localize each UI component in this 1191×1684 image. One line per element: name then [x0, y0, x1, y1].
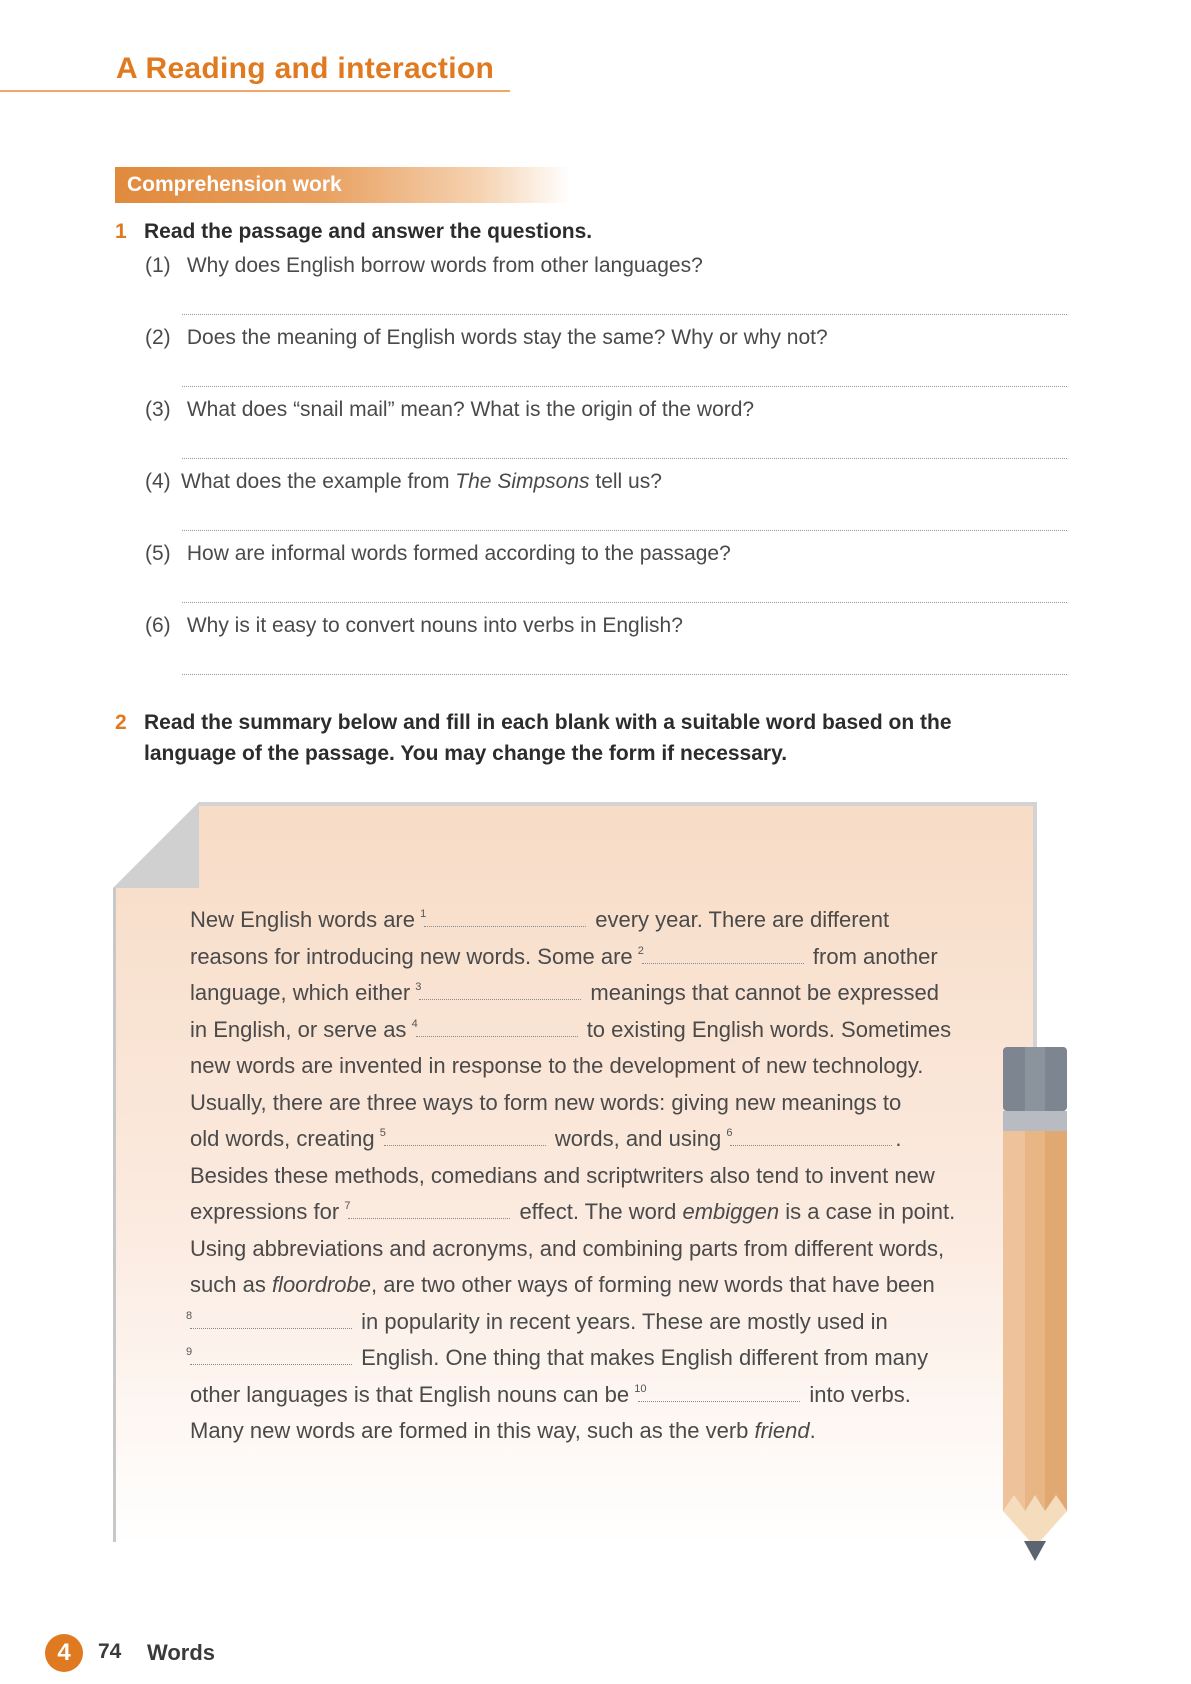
question-text: Does the meaning of English words stay the same? Why or why not? — [186, 326, 828, 349]
blank-number: 3 — [415, 981, 422, 993]
question-number: (4) — [145, 470, 171, 493]
question-2 — [145, 326, 828, 350]
folded-corner — [113, 802, 199, 888]
subsection-title: Comprehension work — [127, 173, 342, 196]
question-number: (3) — [145, 398, 171, 421]
question-italic-title: The Simpsons — [455, 470, 590, 493]
question-number: (5) — [145, 542, 171, 565]
blank-7[interactable] — [344, 1200, 510, 1219]
passage-line — [190, 939, 960, 976]
question-text: What does “snail mail” mean? What is the origin of the word? — [186, 398, 755, 421]
blank-5[interactable] — [379, 1127, 546, 1146]
passage-line — [190, 975, 960, 1012]
passage-text: language, which either — [190, 980, 411, 1005]
blank-1[interactable] — [420, 908, 586, 927]
passage-line — [190, 1267, 960, 1304]
passage-italic: floordrobe — [271, 1272, 372, 1297]
subsection-banner — [115, 167, 570, 203]
unit-title: Words — [147, 1640, 216, 1665]
passage-text: expressions for — [190, 1199, 340, 1224]
passage-line: Besides these methods, comedians and scriptwriters also tend to invent new — [190, 1162, 935, 1188]
blank-number: 6 — [726, 1127, 733, 1139]
question-text-end: tell us? — [589, 470, 662, 493]
question-text: What does the example from — [181, 470, 456, 493]
page-number: 74 — [98, 1640, 122, 1663]
passage-text: is a case in point. — [779, 1199, 956, 1224]
blank-number: 10 — [634, 1382, 647, 1395]
question-number: (6) — [145, 614, 171, 637]
question-4 — [145, 470, 662, 494]
passage-italic: friend — [754, 1418, 810, 1443]
passage-line — [190, 1413, 960, 1450]
passage-text: such as — [190, 1272, 272, 1297]
passage-line — [190, 1194, 960, 1231]
question-3 — [145, 398, 754, 422]
passage-line: Using abbreviations and acronyms, and combining parts from different words, — [190, 1235, 945, 1261]
answer-line[interactable] — [182, 314, 1067, 315]
answer-line[interactable] — [182, 602, 1067, 603]
passage-text: words, and using — [554, 1126, 722, 1151]
passage-line — [190, 902, 960, 939]
blank-number: 7 — [344, 1200, 351, 1212]
passage-line — [190, 1121, 960, 1158]
question-text: Why does English borrow words from other languages? — [186, 254, 703, 277]
passage-text: in popularity in recent years. These are mostly used in — [361, 1308, 888, 1334]
passage-line — [186, 1304, 960, 1341]
question-number: (2) — [145, 326, 171, 349]
blank-6[interactable] — [726, 1127, 892, 1146]
question-text: How are informal words formed according to the passage? — [186, 542, 731, 565]
passage-text: other languages is that English nouns can be — [190, 1381, 630, 1407]
blank-2[interactable] — [637, 944, 804, 964]
passage-text: to existing English words. Sometimes — [586, 1016, 952, 1042]
task-instruction: Read the passage and answer the questions. — [144, 220, 593, 243]
passage-line: new words are invented in response to the development of new technology. — [190, 1053, 924, 1078]
passage-text: Many new words are formed in this way, such as the verb — [190, 1418, 755, 1443]
blank-number: 5 — [379, 1127, 386, 1139]
question-6 — [145, 614, 683, 638]
question-number: (1) — [145, 254, 171, 277]
pencil-icon — [1003, 1047, 1067, 1567]
passage-line — [190, 1012, 960, 1049]
passage-text: into verbs. — [809, 1381, 911, 1407]
answer-line[interactable] — [182, 458, 1067, 459]
section-heading — [0, 50, 510, 92]
passage-line: Usually, there are three ways to form new words: giving new meanings to — [190, 1089, 902, 1115]
passage-italic: embiggen — [682, 1199, 780, 1224]
passage-text: in English, or serve as — [190, 1016, 407, 1042]
task-instruction-line: Read the summary below and fill in each blank with a suitable word based on the — [144, 711, 952, 734]
blank-number: 8 — [186, 1309, 193, 1322]
unit-badge: 4 — [45, 1634, 83, 1672]
passage-text: every year. There are different — [595, 907, 890, 932]
task-number: 1 — [115, 220, 127, 243]
blank-number: 2 — [637, 944, 644, 957]
passage-text: , are two other ways of forming new words that have been — [371, 1272, 935, 1297]
blank-number: 1 — [420, 908, 427, 920]
blank-8[interactable] — [186, 1309, 352, 1329]
answer-line[interactable] — [182, 386, 1067, 387]
task-number: 2 — [115, 711, 127, 734]
blank-number: 4 — [411, 1017, 418, 1030]
blank-number: 9 — [186, 1346, 193, 1358]
passage-text: . — [895, 1126, 902, 1151]
passage-text: reasons for introducing new words. Some are — [190, 943, 633, 969]
passage-text: English. One thing that makes English different from many — [361, 1345, 929, 1370]
question-1 — [145, 254, 703, 278]
task-instruction-line: language of the passage. You may change the form if necessary. — [144, 742, 788, 765]
blank-4[interactable] — [411, 1017, 578, 1037]
passage-line — [186, 1340, 960, 1377]
card-edge — [113, 882, 116, 1542]
answer-line[interactable] — [182, 530, 1067, 531]
summary-passage — [186, 902, 960, 1450]
blank-3[interactable] — [415, 981, 581, 1000]
passage-text: from another — [812, 943, 938, 969]
passage-text: . — [809, 1418, 816, 1443]
passage-text: old words, creating — [190, 1126, 375, 1151]
passage-line — [190, 1377, 960, 1414]
blank-9[interactable] — [186, 1346, 352, 1365]
passage-text: effect. The word — [519, 1199, 683, 1224]
question-text: Why is it easy to convert nouns into verbs in English? — [186, 614, 683, 637]
task-instruction — [144, 707, 952, 769]
passage-text: meanings that cannot be expressed — [590, 980, 939, 1005]
question-5 — [145, 542, 731, 566]
blank-10[interactable] — [634, 1382, 800, 1402]
answer-line[interactable] — [182, 674, 1067, 675]
section-title: A Reading and interaction — [116, 52, 495, 85]
passage-text: New English words are — [190, 907, 415, 932]
